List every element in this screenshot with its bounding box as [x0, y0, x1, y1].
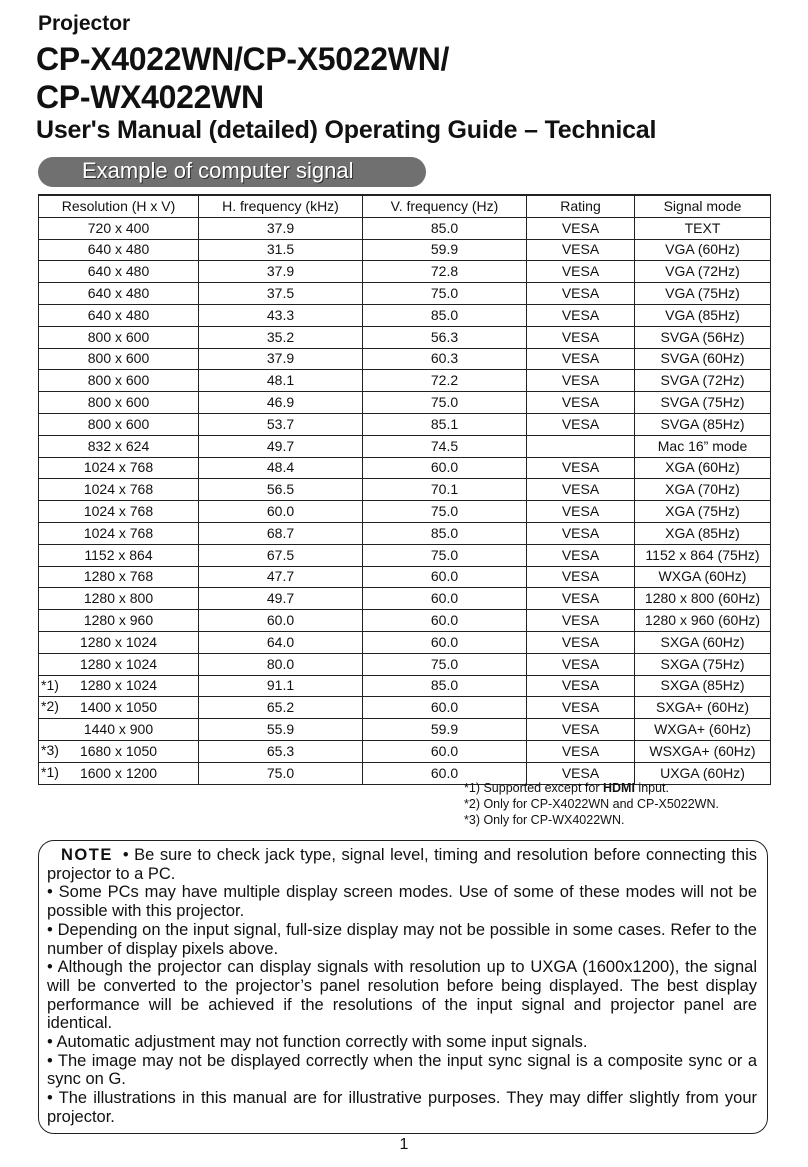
- table-row: [39, 457, 771, 479]
- cell-hfreq: 55.9: [199, 719, 363, 741]
- table-row: [39, 413, 771, 435]
- footnote-1-emphasis: HDMI: [602, 781, 635, 795]
- cell-rating: VESA: [527, 261, 635, 283]
- cell-signal-mode: WSXGA+ (60Hz): [635, 740, 771, 762]
- cell-hfreq: 49.7: [199, 435, 363, 457]
- cell-vfreq: 85.1: [363, 413, 527, 435]
- cell-rating: VESA: [527, 479, 635, 501]
- resolution-value: 800 x 600: [87, 415, 150, 432]
- cell-vfreq: 60.0: [363, 631, 527, 653]
- resolution-value: 1280 x 1024: [79, 677, 158, 694]
- cell-resolution: [39, 217, 199, 239]
- cell-signal-mode: VGA (85Hz): [635, 304, 771, 326]
- cell-resolution: [39, 697, 199, 719]
- section-heading: Example of computer signal: [82, 158, 354, 183]
- cell-vfreq: 85.0: [363, 304, 527, 326]
- cell-signal-mode: 1280 x 800 (60Hz): [635, 588, 771, 610]
- cell-signal-mode: 1152 x 864 (75Hz): [635, 544, 771, 566]
- cell-vfreq: 56.3: [363, 326, 527, 348]
- table-row: [39, 675, 771, 697]
- cell-resolution: [39, 413, 199, 435]
- title-line-1: CP-X4022WN/CP-X5022WN/: [36, 41, 450, 77]
- cell-hfreq: 65.2: [199, 697, 363, 719]
- resolution-value: 1024 x 768: [83, 481, 154, 498]
- resolution-value: 640 x 480: [87, 263, 150, 280]
- resolution-value: 1440 x 900: [83, 721, 154, 738]
- signal-table: [38, 194, 771, 785]
- table-row: [39, 217, 771, 239]
- cell-vfreq: 75.0: [363, 544, 527, 566]
- note-item: • The illustrations in this manual are for illustrative purposes. They may differ slightly from your projector.: [47, 1089, 757, 1126]
- cell-signal-mode: VGA (60Hz): [635, 239, 771, 261]
- cell-hfreq: 60.0: [199, 501, 363, 523]
- cell-vfreq: 75.0: [363, 283, 527, 305]
- table-row: [39, 479, 771, 501]
- resolution-value: 1152 x 864: [84, 546, 153, 563]
- cell-resolution: [39, 675, 199, 697]
- title-line-2: CP-WX4022WN: [36, 79, 264, 115]
- table-row: [39, 261, 771, 283]
- cell-resolution: [39, 522, 199, 544]
- note-item: • Although the projector can display signals with resolution up to UXGA (1600x1200), the signal will be converted to the projector’s panel resolution before being displayed. The best display performance will be achieved if the resolutions of the input signal and projector panel are identical.: [47, 958, 757, 1033]
- cell-rating: VESA: [527, 457, 635, 479]
- product-category: Projector: [38, 12, 131, 35]
- footnote-2: *2) Only for CP-X4022WN and CP-X5022WN.: [464, 797, 719, 811]
- cell-signal-mode: SVGA (75Hz): [635, 392, 771, 414]
- resolution-value: 800 x 600: [87, 328, 150, 345]
- resolution-value: 800 x 600: [87, 394, 150, 411]
- cell-vfreq: 75.0: [363, 392, 527, 414]
- cell-signal-mode: 1280 x 960 (60Hz): [635, 610, 771, 632]
- cell-hfreq: 60.0: [199, 610, 363, 632]
- cell-hfreq: 80.0: [199, 653, 363, 675]
- cell-hfreq: 37.5: [199, 283, 363, 305]
- cell-signal-mode: VGA (75Hz): [635, 283, 771, 305]
- cell-hfreq: 46.9: [199, 392, 363, 414]
- table-row: [39, 435, 771, 457]
- cell-hfreq: 47.7: [199, 566, 363, 588]
- table-row: [39, 653, 771, 675]
- table-row: [39, 283, 771, 305]
- cell-rating: VESA: [527, 544, 635, 566]
- cell-resolution: [39, 457, 199, 479]
- column-header-vfreq: V. frequency (Hz): [363, 195, 527, 217]
- cell-hfreq: 43.3: [199, 304, 363, 326]
- section-heading-banner: [38, 157, 426, 187]
- cell-rating: VESA: [527, 653, 635, 675]
- signal-table-body: [39, 217, 771, 784]
- column-header-signal-mode: Signal mode: [635, 195, 771, 217]
- cell-signal-mode: XGA (75Hz): [635, 501, 771, 523]
- table-row: [39, 370, 771, 392]
- resolution-value: 1280 x 960: [83, 612, 154, 629]
- table-row: [39, 501, 771, 523]
- cell-resolution: [39, 326, 199, 348]
- cell-signal-mode: SXGA+ (60Hz): [635, 697, 771, 719]
- cell-signal-mode: Mac 16” mode: [635, 435, 771, 457]
- resolution-value: 1280 x 1024: [79, 633, 158, 650]
- cell-rating: VESA: [527, 239, 635, 261]
- cell-vfreq: 60.0: [363, 566, 527, 588]
- resolution-value: 800 x 600: [87, 350, 150, 367]
- cell-rating: VESA: [527, 283, 635, 305]
- cell-hfreq: 75.0: [199, 762, 363, 784]
- cell-hfreq: 37.9: [199, 217, 363, 239]
- cell-rating: VESA: [527, 697, 635, 719]
- table-row: [39, 719, 771, 741]
- footnote-marker: *3): [41, 741, 59, 758]
- cell-signal-mode: UXGA (60Hz): [635, 762, 771, 784]
- cell-resolution: [39, 588, 199, 610]
- resolution-value: 1400 x 1050: [79, 699, 158, 716]
- note-item: • Automatic adjustment may not function correctly with some input signals.: [47, 1033, 588, 1052]
- cell-resolution: [39, 501, 199, 523]
- cell-resolution: [39, 370, 199, 392]
- cell-vfreq: 60.0: [363, 740, 527, 762]
- cell-vfreq: 70.1: [363, 479, 527, 501]
- cell-resolution: [39, 239, 199, 261]
- table-row: [39, 544, 771, 566]
- cell-resolution: [39, 304, 199, 326]
- cell-vfreq: 60.0: [363, 697, 527, 719]
- cell-resolution: [39, 435, 199, 457]
- note-item: • Depending on the input signal, full-size display may not be possible in some cases. Refer to the number of display pixels above.: [47, 920, 757, 958]
- footnote-1-prefix: *1) Supported except for: [464, 781, 603, 795]
- page-number: 1: [399, 1136, 409, 1153]
- footnote-3: *3) Only for CP-WX4022WN.: [464, 813, 625, 827]
- resolution-value: 640 x 480: [87, 306, 150, 323]
- cell-resolution: [39, 392, 199, 414]
- cell-rating: VESA: [527, 740, 635, 762]
- cell-vfreq: 85.0: [363, 675, 527, 697]
- table-row: [39, 304, 771, 326]
- cell-vfreq: 60.0: [363, 762, 527, 784]
- cell-resolution: [39, 762, 199, 784]
- resolution-value: 1024 x 768: [83, 524, 154, 541]
- cell-rating: VESA: [527, 501, 635, 523]
- table-row: [39, 610, 771, 632]
- cell-rating: VESA: [527, 566, 635, 588]
- cell-signal-mode: XGA (85Hz): [635, 522, 771, 544]
- cell-vfreq: 72.2: [363, 370, 527, 392]
- table-row: [39, 566, 771, 588]
- resolution-value: 1280 x 800: [83, 590, 154, 607]
- resolution-value: 800 x 600: [87, 372, 150, 389]
- cell-vfreq: 85.0: [363, 217, 527, 239]
- cell-resolution: [39, 719, 199, 741]
- footnote-marker: *1): [41, 676, 59, 693]
- cell-vfreq: 60.0: [363, 610, 527, 632]
- cell-resolution: [39, 348, 199, 370]
- cell-signal-mode: SXGA (60Hz): [635, 631, 771, 653]
- cell-resolution: [39, 566, 199, 588]
- resolution-value: 1280 x 768: [83, 568, 154, 585]
- cell-rating: VESA: [527, 348, 635, 370]
- cell-signal-mode: SVGA (72Hz): [635, 370, 771, 392]
- cell-hfreq: 48.1: [199, 370, 363, 392]
- cell-signal-mode: SXGA (85Hz): [635, 675, 771, 697]
- note-label: NOTE: [61, 846, 113, 864]
- resolution-value: 832 x 624: [87, 437, 150, 454]
- table-row: [39, 631, 771, 653]
- resolution-value: 720 x 400: [87, 219, 150, 236]
- cell-resolution: [39, 740, 199, 762]
- cell-rating: VESA: [527, 326, 635, 348]
- cell-vfreq: 60.0: [363, 457, 527, 479]
- cell-rating: VESA: [527, 304, 635, 326]
- cell-resolution: [39, 261, 199, 283]
- cell-rating: VESA: [527, 413, 635, 435]
- column-header-hfreq: H. frequency (kHz): [199, 195, 363, 217]
- cell-vfreq: 75.0: [363, 501, 527, 523]
- resolution-value: 1680 x 1050: [79, 742, 158, 759]
- footnote-1: [464, 780, 719, 796]
- cell-signal-mode: TEXT: [635, 217, 771, 239]
- cell-hfreq: 37.9: [199, 348, 363, 370]
- resolution-value: 1024 x 768: [83, 459, 154, 476]
- cell-vfreq: 85.0: [363, 522, 527, 544]
- document-title: [36, 40, 449, 116]
- cell-hfreq: 68.7: [199, 522, 363, 544]
- cell-resolution: [39, 479, 199, 501]
- cell-signal-mode: WXGA+ (60Hz): [635, 719, 771, 741]
- cell-hfreq: 56.5: [199, 479, 363, 501]
- cell-signal-mode: XGA (70Hz): [635, 479, 771, 501]
- cell-rating: [527, 435, 635, 457]
- resolution-value: 1024 x 768: [83, 503, 154, 520]
- resolution-value: 640 x 480: [87, 241, 150, 258]
- cell-vfreq: 72.8: [363, 261, 527, 283]
- cell-vfreq: 60.0: [363, 588, 527, 610]
- cell-signal-mode: SVGA (56Hz): [635, 326, 771, 348]
- table-row: [39, 522, 771, 544]
- cell-hfreq: 35.2: [199, 326, 363, 348]
- cell-rating: VESA: [527, 370, 635, 392]
- table-header-row: [39, 195, 771, 217]
- cell-rating: VESA: [527, 392, 635, 414]
- note-item: [47, 846, 757, 883]
- cell-rating: VESA: [527, 719, 635, 741]
- cell-rating: VESA: [527, 675, 635, 697]
- cell-resolution: [39, 544, 199, 566]
- document-subtitle: User's Manual (detailed) Operating Guide – Technical: [36, 116, 657, 144]
- cell-vfreq: 60.3: [363, 348, 527, 370]
- cell-resolution: [39, 610, 199, 632]
- column-header-resolution: Resolution (H x V): [39, 195, 199, 217]
- cell-vfreq: 59.9: [363, 239, 527, 261]
- resolution-value: 1600 x 1200: [79, 764, 158, 781]
- cell-hfreq: 48.4: [199, 457, 363, 479]
- cell-hfreq: 31.5: [199, 239, 363, 261]
- cell-vfreq: 59.9: [363, 719, 527, 741]
- cell-rating: VESA: [527, 588, 635, 610]
- table-row: [39, 348, 771, 370]
- footnote-marker: *2): [41, 698, 59, 715]
- table-row: [39, 239, 771, 261]
- cell-vfreq: 75.0: [363, 653, 527, 675]
- note-box: [38, 840, 768, 1134]
- cell-rating: VESA: [527, 631, 635, 653]
- cell-signal-mode: SVGA (60Hz): [635, 348, 771, 370]
- cell-hfreq: 91.1: [199, 675, 363, 697]
- cell-signal-mode: SXGA (75Hz): [635, 653, 771, 675]
- cell-signal-mode: XGA (60Hz): [635, 457, 771, 479]
- table-row: [39, 588, 771, 610]
- cell-resolution: [39, 283, 199, 305]
- note-item: • Some PCs may have multiple display screen modes. Use of some of these modes will not be possible with this projector.: [47, 883, 757, 921]
- note-item: • The image may not be displayed correctly when the input sync signal is a composite sync or a sync on G.: [47, 1051, 757, 1089]
- footnote-1-suffix: input.: [634, 781, 669, 795]
- cell-signal-mode: VGA (72Hz): [635, 261, 771, 283]
- cell-rating: VESA: [527, 762, 635, 784]
- cell-rating: VESA: [527, 522, 635, 544]
- cell-hfreq: 49.7: [199, 588, 363, 610]
- cell-signal-mode: WXGA (60Hz): [635, 566, 771, 588]
- cell-rating: VESA: [527, 610, 635, 632]
- note-item-text: • Be sure to check jack type, signal level, timing and resolution before connecting this projector to a PC.: [47, 846, 757, 883]
- footnote-marker: *1): [41, 763, 59, 780]
- cell-hfreq: 53.7: [199, 413, 363, 435]
- table-row: [39, 697, 771, 719]
- cell-hfreq: 67.5: [199, 544, 363, 566]
- table-row: [39, 740, 771, 762]
- table-row: [39, 326, 771, 348]
- cell-resolution: [39, 631, 199, 653]
- cell-vfreq: 74.5: [363, 435, 527, 457]
- cell-rating: VESA: [527, 217, 635, 239]
- table-row: [39, 392, 771, 414]
- resolution-value: 1280 x 1024: [79, 655, 158, 672]
- column-header-rating: Rating: [527, 195, 635, 217]
- cell-hfreq: 65.3: [199, 740, 363, 762]
- resolution-value: 640 x 480: [87, 285, 150, 302]
- cell-hfreq: 37.9: [199, 261, 363, 283]
- table-footnotes: [464, 780, 719, 828]
- cell-signal-mode: SVGA (85Hz): [635, 413, 771, 435]
- cell-hfreq: 64.0: [199, 631, 363, 653]
- cell-resolution: [39, 653, 199, 675]
